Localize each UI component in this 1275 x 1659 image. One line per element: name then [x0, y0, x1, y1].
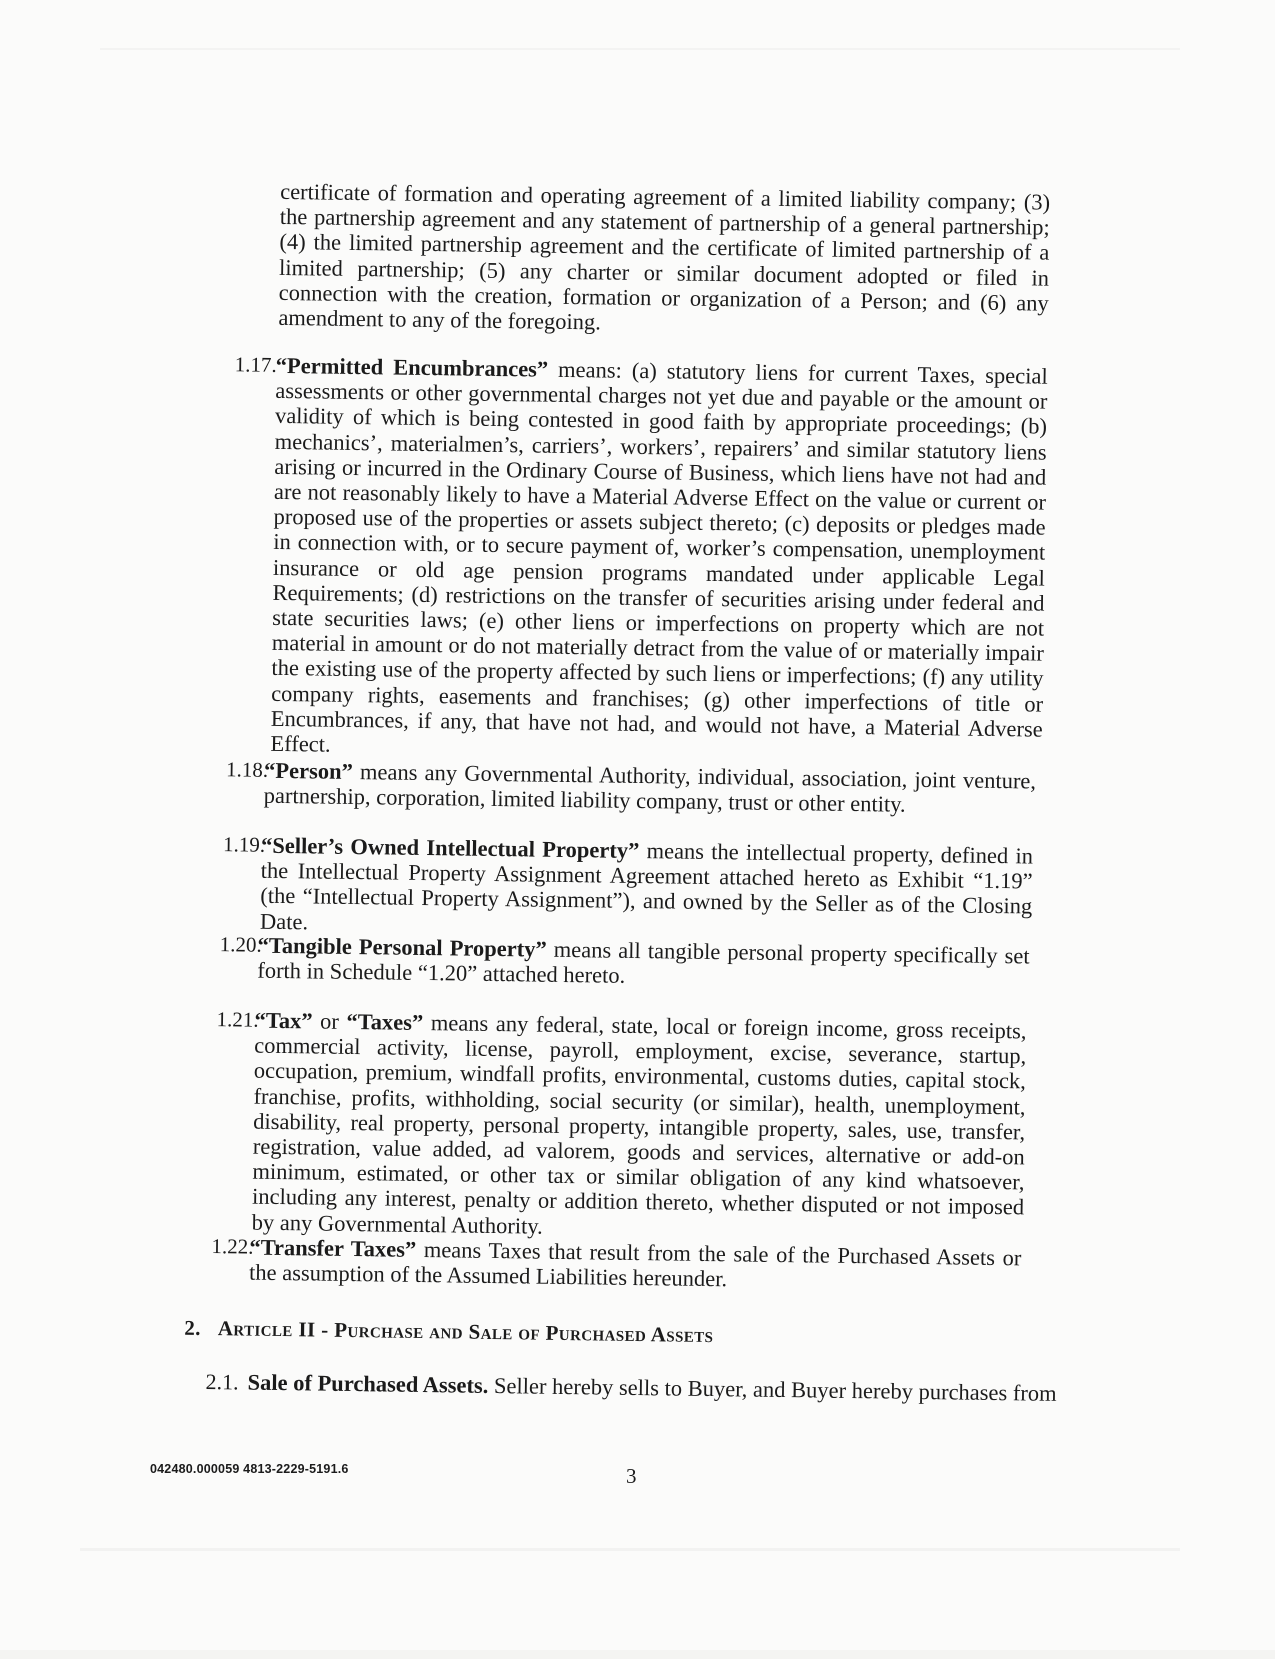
definition-person [264, 758, 1037, 819]
definition-number: 1.17. [234, 352, 277, 377]
definition-term: “Seller’s Owned Intellectual Property” [260, 832, 640, 863]
definition-sellers-owned-ip [260, 833, 1033, 945]
section-heading: Sale of Purchased Assets. [247, 1369, 489, 1398]
definition-body: means the intellectual property, defined in the Intellectual Property Assignment Agreement attached hereto as Exhibit “1.19” (the “Intellectual Property Assignment”), and owned by the Seller as of the Closing Date. [259, 837, 1034, 934]
definition-body: means Taxes that result from the sale of the Purchased Assets or the assumption of the Assumed Liabilities hereunder. [248, 1236, 1022, 1292]
definition-term: “Person” [263, 757, 354, 784]
page-number: 3 [626, 1464, 637, 1488]
continuation-paragraph: certificate of formation and operating agreement of a limited liability company; (3) the partnership agreement and any statement of partnership of a general partnership; (4) the limited partnership agreement and the certificate of limited partnership of a limited partnership; (5) any charter or similar document adopted or filed in connection with the creation, formation or organization of a Person; and (6) any amendment to any of the foregoing. [278, 178, 1051, 335]
definition-term: “Transfer Taxes” [249, 1234, 417, 1262]
definition-number: 1.18. [225, 757, 269, 782]
article-title: Article II - Purchase and Sale of Purchased Assets [217, 1316, 714, 1348]
definition-term: “Taxes” [346, 1008, 424, 1035]
definition-permitted-encumbrances [270, 353, 1048, 767]
section-number: 2.1. [205, 1368, 239, 1395]
article-number: 2. [184, 1315, 202, 1340]
definition-connector: or [312, 1008, 347, 1034]
document-id: 042480.000059 4813-2229-5191.6 [150, 1462, 349, 1476]
definition-number: 1.22. [211, 1234, 254, 1259]
section-2-1 [247, 1369, 1057, 1406]
definition-body: means all tangible personal property specifically set forth in Schedule “1.20” attached hereto. [257, 936, 1030, 989]
definition-number: 1.19. [222, 832, 266, 857]
definition-body: means any Governmental Authority, individual, association, joint venture, partnership, corporation, limited liability company, trust or other entity. [263, 758, 1037, 817]
definition-number: 1.21. [216, 1007, 259, 1032]
article-heading [184, 1316, 713, 1348]
definition-term: “Permitted Encumbrances” [275, 352, 549, 382]
definition-transfer-taxes [249, 1235, 1022, 1296]
definition-term: “Tax” [254, 1007, 313, 1034]
definition-body: means any federal, state, local or foreign income, gross receipts, commercial activity, license, payroll, employment, excise, severance, startup, occupation, premium, windfall profits, environmental, customs duties, capital stock, franchise, profits, withholding, social security (or similar), health, unemployment, disability, real property, personal property, intangible property, sales, use, transfer, registration, value added, ad valorem, goods and services, alternative or add-on minimum, estimated, or other tax or similar obligation of any kind whatsoever, including any interest, penalty or addition thereto, whether disputed or not imposed by any Governmental Authority. [251, 1009, 1027, 1239]
definition-body: means: (a) statutory liens for current Taxes, special assessments or other governmental charges not yet due and payable or the amount or validity of which is being contested in good faith by appropriate proceedings; (b) mechanics’, materialmen’s, carriers’, workers’, repairers’ and similar statutory liens arising or incurred in the Ordinary Course of Business, which liens have not had and are not reasonably likely to have a Material Adverse Effect on the value or current or proposed use of the properties or assets subject thereto; (c) deposits or pledges made in connection with, or to secure payment of, worker’s compensation, unemployment insurance or old age pension programs mandated under applicable Legal Requirements; (d) restrictions on the transfer of securities arising under federal and state securities laws; (e) other liens or imperfections on property which are not material in amount or do not materially detract from the value of or materially impair the existing use of the property affected by such liens or imperfections; (f) any utility company rights, easements and franchises; (g) other imperfections of title or Encumbrances, if any, that have not had, and would not have, a Material Adverse Effect. [270, 356, 1048, 757]
definition-tangible-personal-property [257, 933, 1030, 994]
definition-number: 1.20. [219, 932, 262, 957]
section-body: Seller hereby sells to Buyer, and Buyer hereby purchases from [488, 1372, 1057, 1406]
definition-term: “Tangible Personal Property” [257, 932, 547, 962]
definition-tax [252, 1008, 1027, 1246]
